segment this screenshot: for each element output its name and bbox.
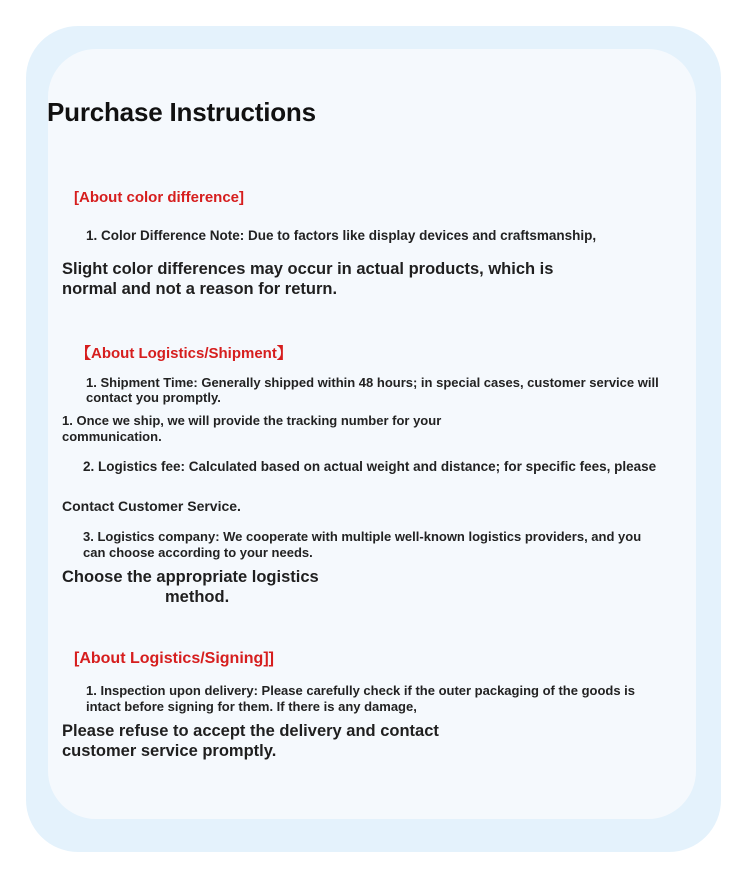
logistics-company-line1: 3. Logistics company: We cooperate with multiple well-known logistics providers, and you <box>83 529 642 544</box>
color-difference-emphasis-line1: Slight color differences may occur in actual products, which is <box>62 260 554 278</box>
color-difference-note: 1. Color Difference Note: Due to factors like display devices and craftsmanship, <box>86 228 597 243</box>
inspection-line1: 1. Inspection upon delivery: Please carefully check if the outer packaging of the goods is <box>86 683 636 698</box>
logistics-fee-note: 2. Logistics fee: Calculated based on actual weight and distance; for specific fees, please <box>83 459 657 474</box>
page-title: Purchase Instructions <box>47 97 316 127</box>
choose-logistics-line2: method. <box>165 588 230 606</box>
shipment-time-line1: 1. Shipment Time: Generally shipped within 48 hours; in special cases, customer service will <box>86 375 659 390</box>
color-difference-emphasis-line2: normal and not a reason for return. <box>62 280 338 298</box>
choose-logistics-line1: Choose the appropriate logistics <box>62 568 319 586</box>
signing-heading: [About Logistics/Signing]] <box>74 650 274 667</box>
logistics-company-line2: can choose according to your needs. <box>83 545 313 560</box>
inspection-line2: intact before signing for them. If there is any damage, <box>86 699 417 714</box>
color-difference-heading: [About color difference] <box>74 189 245 206</box>
refuse-delivery-line2: customer service promptly. <box>62 742 277 760</box>
shipment-heading: 【About Logistics/Shipment】 <box>76 345 292 362</box>
tracking-line2: communication. <box>62 429 162 444</box>
refuse-delivery-line1: Please refuse to accept the delivery and contact <box>62 722 439 740</box>
shipment-time-line2: contact you promptly. <box>86 390 221 405</box>
tracking-line1: 1. Once we ship, we will provide the tracking number for your <box>62 413 442 428</box>
contact-customer-service: Contact Customer Service. <box>62 498 241 514</box>
